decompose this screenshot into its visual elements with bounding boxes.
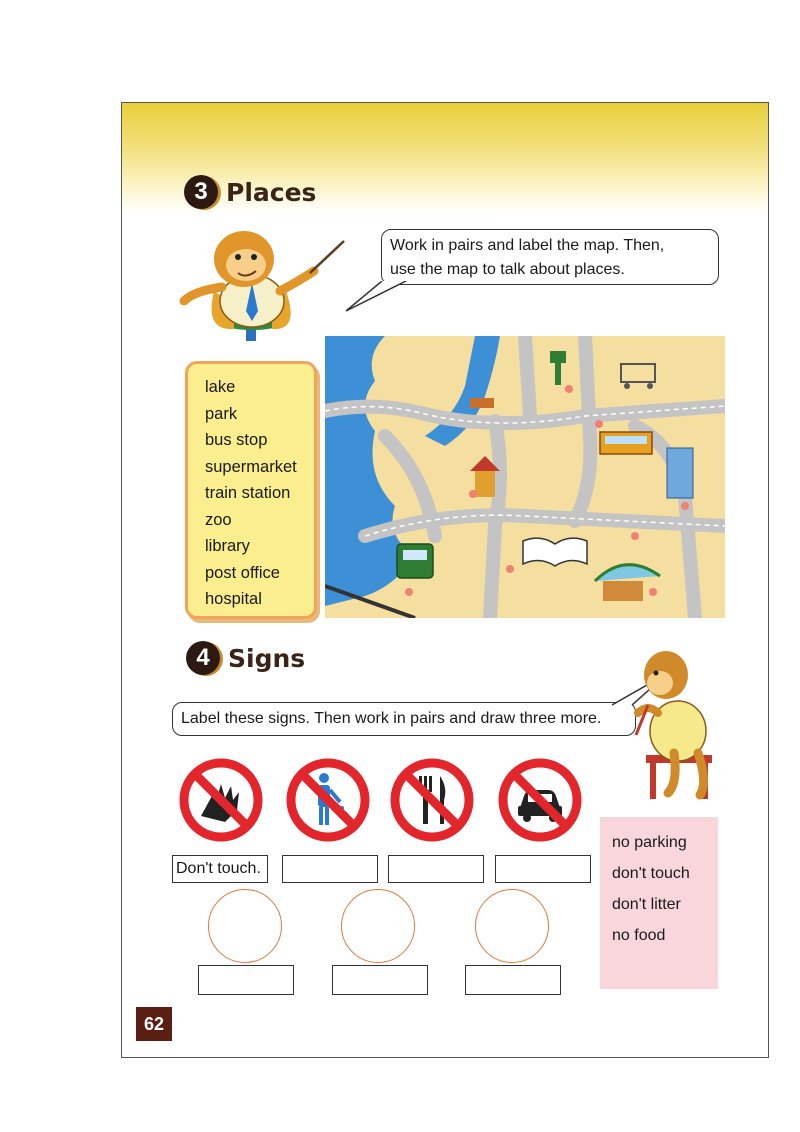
draw-sign-circle-3[interactable] <box>475 889 549 963</box>
section-4-instruction: Label these signs. Then work in pairs and draw three more. <box>181 710 602 727</box>
answer-box-4[interactable] <box>495 855 591 883</box>
option-dont-touch: don't touch <box>612 865 690 882</box>
word-post-office: post office <box>205 563 280 582</box>
answer-box-2[interactable] <box>282 855 378 883</box>
option-dont-litter: don't litter <box>612 896 681 913</box>
answer-box-3[interactable] <box>388 855 484 883</box>
monkey-reading-icon <box>608 643 728 803</box>
post-box-icon <box>550 351 566 363</box>
section-3-title: Places <box>226 177 317 207</box>
no-touch-icon <box>179 758 263 842</box>
no-litter-icon <box>286 758 370 842</box>
section-4-heading <box>186 641 305 675</box>
word-bus-stop: bus stop <box>205 431 268 449</box>
section-4-instruction-bubble <box>172 702 636 736</box>
option-no-parking: no parking <box>612 834 687 851</box>
answer-box-1[interactable]: Don't touch. <box>172 855 268 883</box>
monkey-teacher-icon <box>174 221 354 346</box>
answer-box-7[interactable] <box>465 965 561 995</box>
bridge-icon <box>470 398 494 408</box>
section-3-number: 3 <box>184 175 218 209</box>
draw-sign-circle-2[interactable] <box>341 889 415 963</box>
section-3-heading <box>184 175 316 209</box>
section-4-title: Signs <box>228 643 306 673</box>
section-4-number: 4 <box>186 641 220 675</box>
word-lake: lake <box>205 378 236 396</box>
no-parking-icon <box>498 758 582 842</box>
textbook-page <box>121 102 769 1058</box>
instruction-line-2: use the map to talk about places. <box>390 261 625 278</box>
no-food-icon <box>390 758 474 842</box>
places-word-list <box>185 361 317 619</box>
word-train-station: train station <box>205 484 291 502</box>
train-icon <box>397 544 433 578</box>
bubble-tail-icon <box>344 281 414 313</box>
word-library: library <box>205 537 250 555</box>
page-number: 62 <box>136 1007 172 1041</box>
option-no-food: no food <box>612 927 666 944</box>
hospital-building-icon <box>667 448 693 498</box>
answer-box-6[interactable] <box>332 965 428 995</box>
word-supermarket: supermarket <box>205 457 297 476</box>
town-map <box>325 336 725 618</box>
word-hospital: hospital <box>205 590 262 608</box>
draw-sign-circle-1[interactable] <box>208 889 282 963</box>
answer-box-5[interactable] <box>198 965 294 995</box>
section-3-instruction-bubble <box>381 229 719 285</box>
word-zoo: zoo <box>205 510 232 529</box>
sign-options-panel <box>600 817 718 989</box>
instruction-line-1: Work in pairs and label the map. Then, <box>390 237 665 254</box>
word-park: park <box>205 404 238 423</box>
